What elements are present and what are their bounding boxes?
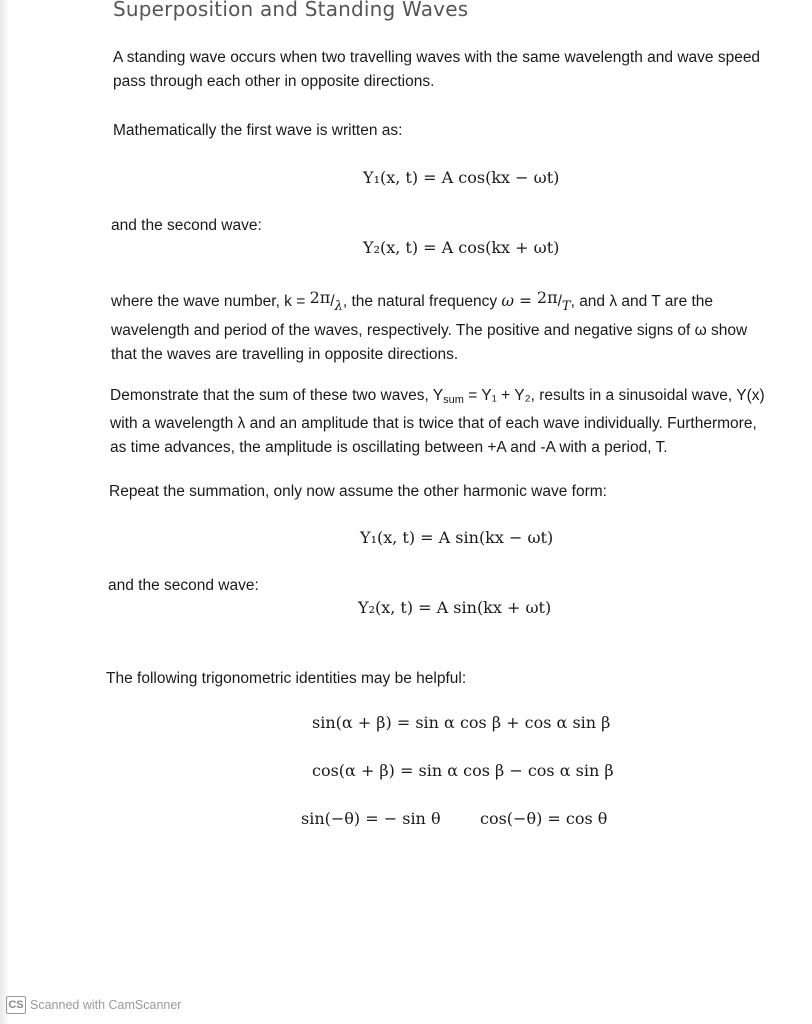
k-numerator: 2π — [309, 288, 331, 307]
task-paragraph — [110, 384, 765, 460]
page-title: Superposition and Standing Waves — [113, 0, 469, 21]
equation-sin-wave-2: Y₂(x, t) = A sin(kx + ωt) — [358, 598, 552, 617]
identities-label: The following trigonometric identities may be helpful: — [106, 670, 467, 687]
camscanner-logo-icon: CS — [6, 996, 26, 1014]
intro-line-2: pass through each other in opposite directions. — [113, 73, 435, 90]
watermark-text: Scanned with CamScanner — [30, 998, 182, 1012]
task-line-3: as time advances, the amplitude is oscillating between +A and -A with a period, T. — [110, 439, 668, 456]
omega-denominator: T — [561, 299, 571, 314]
sum-subscript: sum — [443, 394, 464, 406]
definitions-line-3: that the waves are travelling in opposite directions. — [111, 346, 459, 363]
definitions-text-3: , and λ and T are the — [570, 293, 714, 310]
identity-sin-sum: sin(α + β) = sin α cos β + cos α sin β — [312, 713, 611, 732]
intro-line-1: A standing wave occurs when two travelling waves with the same wavelength and wave speed — [113, 49, 761, 66]
scan-edge — [0, 0, 10, 1024]
definitions-line-2: wavelength and period of the waves, respectively. The positive and negative signs of ω show — [111, 322, 748, 339]
definitions-text-2: , the natural frequency — [342, 293, 502, 310]
equation-sin-wave-1: Y₁(x, t) = A sin(kx − ωt) — [360, 528, 554, 547]
equation-cos-wave-1: Y₁(x, t) = A cos(kx − ωt) — [363, 168, 560, 187]
identity-cos-negative: cos(−θ) = cos θ — [480, 809, 608, 828]
omega-numerator: 2π — [536, 288, 558, 307]
repeat-label: Repeat the summation, only now assume the other harmonic wave form: — [109, 483, 607, 500]
first-wave-label: Mathematically the first wave is written as: — [113, 122, 403, 139]
second-wave-label-1: and the second wave: — [111, 217, 262, 234]
equation-cos-wave-2: Y₂(x, t) = A cos(kx + ωt) — [363, 238, 560, 257]
intro-paragraph — [113, 46, 760, 94]
k-denominator: λ — [334, 299, 343, 314]
definitions-line-1: where the wave number, $k = 2\pi/_\lambda$, the natural frequency $\omega = 2\pi/_T$, and λ and T are the — [111, 288, 714, 314]
identity-cos-sum: cos(α + β) = sin α cos β − cos α sin β — [312, 761, 614, 780]
omega-symbol: ω = — [501, 292, 537, 310]
definitions-paragraph — [111, 286, 747, 367]
task-line-1 — [110, 384, 765, 412]
second-wave-label-2: and the second wave: — [108, 577, 259, 594]
task-line-2: with a wavelength λ and an amplitude that is twice that of each wave individually. Furthermore, — [110, 415, 757, 432]
definitions-text-1: where the wave number, k = — [111, 293, 310, 310]
task-text-1b: = Y₁ + Y₂, results in a sinusoidal wave, Y(x) — [463, 387, 765, 404]
identity-sin-negative: sin(−θ) = − sin θ — [301, 809, 441, 828]
task-text-1a: Demonstrate that the sum of these two waves, Y — [110, 387, 444, 404]
scanner-watermark — [6, 996, 181, 1014]
